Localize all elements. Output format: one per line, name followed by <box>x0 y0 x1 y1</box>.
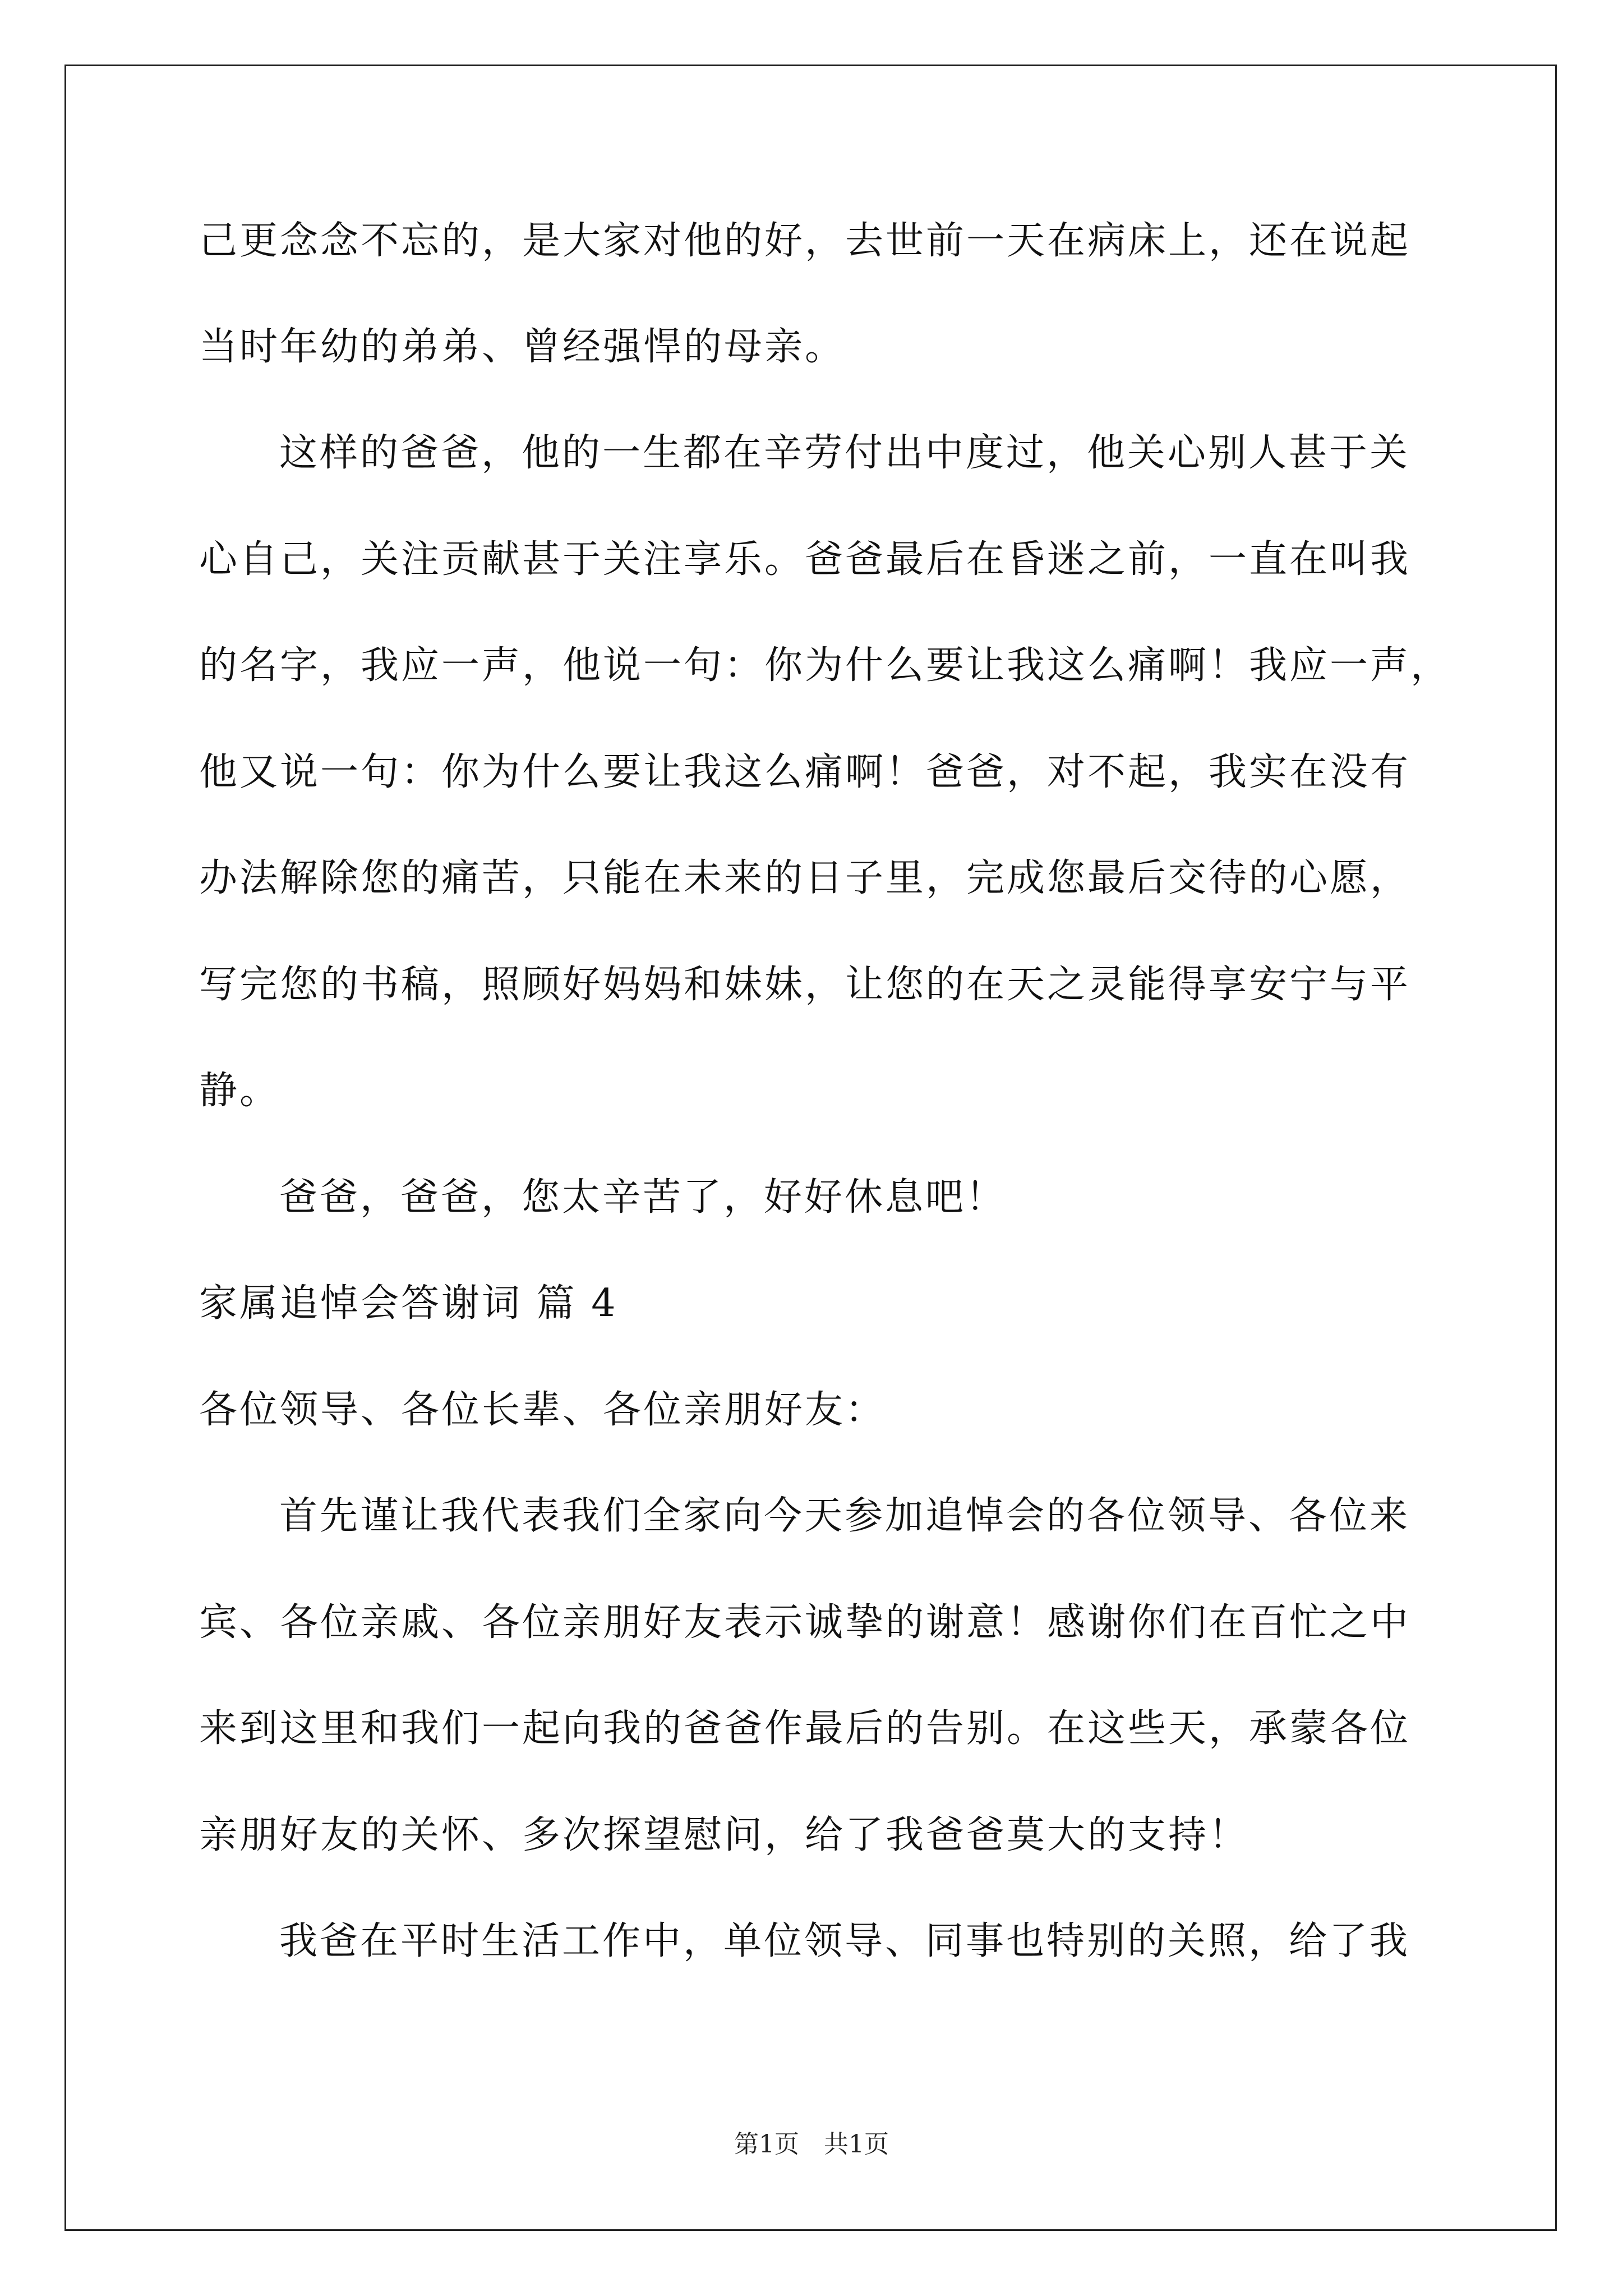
page-border <box>64 65 1557 2231</box>
text-line: 宾、各位亲戚、各位亲朋好友表示诚挚的谢意！感谢你们在百忙之中 <box>199 1600 1411 1645</box>
salutation-line: 各位领导、各位长辈、各位亲朋好友： <box>199 1388 886 1432</box>
paragraph-start-line: 我爸在平时生活工作中，单位领导、同事也特别的关照，给了我 <box>279 1919 1410 1963</box>
paragraph-start-line: 首先谨让我代表我们全家向今天参加追悼会的各位领导、各位来 <box>279 1494 1410 1538</box>
paragraph-start-line: 爸爸，爸爸，您太辛苦了，好好休息吧！ <box>279 1175 1007 1220</box>
text-line: 心自己，关注贡献甚于关注享乐。爸爸最后在昏迷之前，一直在叫我 <box>199 537 1411 582</box>
text-line: 办法解除您的痛苦，只能在未来的日子里，完成您最后交待的心愿， <box>199 856 1411 900</box>
text-line: 亲朋好友的关怀、多次探望慰问，给了我爸爸莫大的支持！ <box>199 1813 1249 1857</box>
text-line: 他又说一句：你为什么要让我这么痛啊！爸爸，对不起，我实在没有 <box>199 750 1411 794</box>
text-line: 己更念念不忘的，是大家对他的好，去世前一天在病床上，还在说起 <box>199 219 1411 263</box>
text-line: 静。 <box>199 1069 280 1113</box>
text-line: 写完您的书稿，照顾好妈妈和妹妹，让您的在天之灵能得享安宁与平 <box>199 963 1411 1007</box>
text-line: 来到这里和我们一起向我的爸爸作最后的告别。在这些天，承蒙各位 <box>199 1706 1411 1751</box>
text-line: 当时年幼的弟弟、曾经强悍的母亲。 <box>199 325 846 369</box>
text-line: 的名字，我应一声，他说一句：你为什么要让我这么痛啊！我应一声， <box>199 643 1451 688</box>
section-heading: 家属追悼会答谢词 篇 4 <box>199 1281 618 1326</box>
paragraph-start-line: 这样的爸爸，他的一生都在辛劳付出中度过，他关心别人甚于关 <box>279 431 1410 475</box>
page-footer: 第1页 共1页 <box>734 2130 889 2159</box>
